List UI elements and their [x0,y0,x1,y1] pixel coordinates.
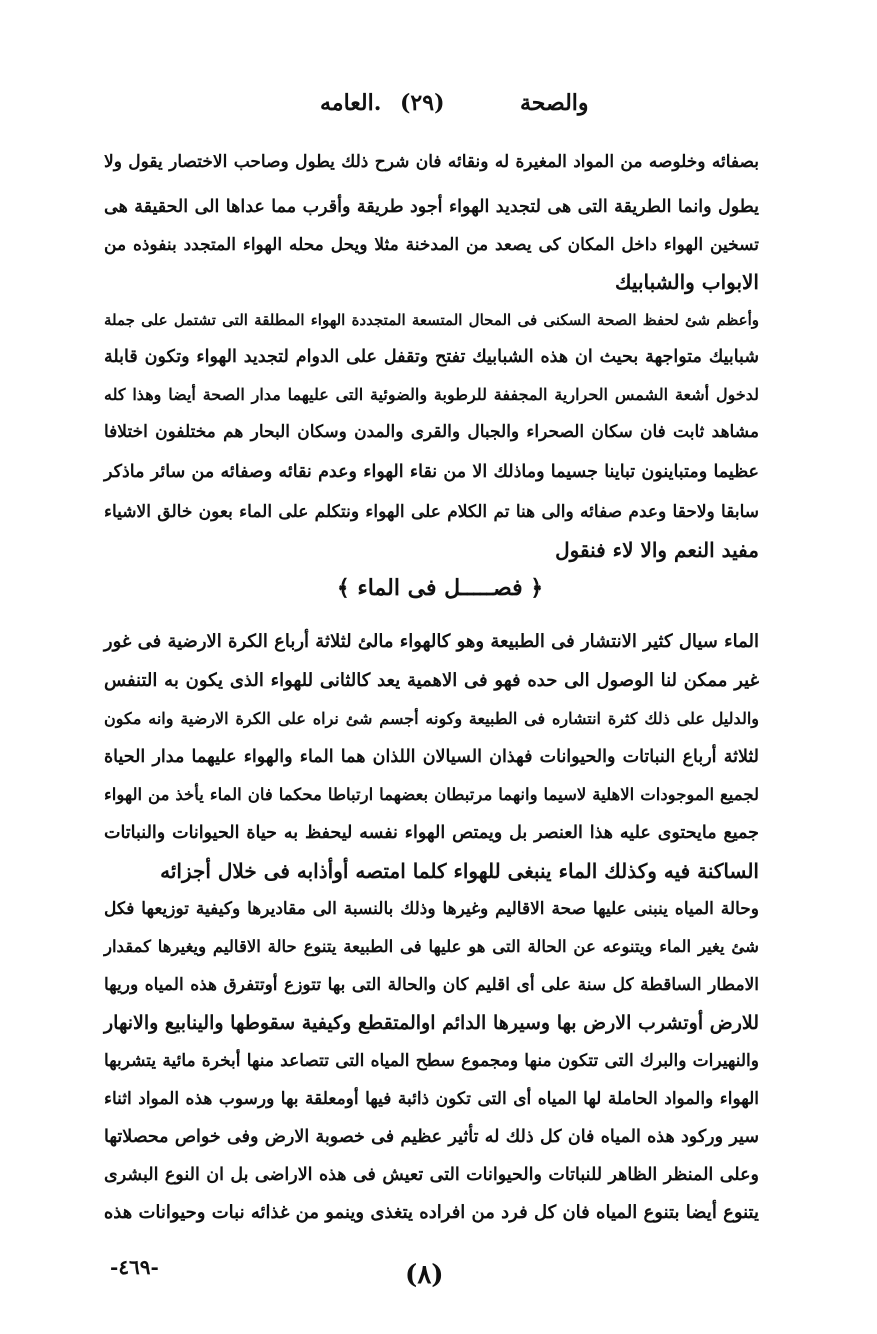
running-header [0,90,877,130]
text-line: وأعظم شئ لحفظ الصحة السكنى فى المحال المتسعة المتجددة الهواء المطلقة التى تشتمل على جملة [104,311,759,329]
text-line: سير وركود هذه المياه فان كل ذلك له تأثير عظيم فى خصوبة الارض وفى خواص محصلاتها [104,1127,759,1147]
text-line: غير ممكن لنا الوصول الى حده فهو فى الاهمية يعد كالثانى للهواء الذى يكون به التنفس [104,670,759,691]
text-line: الهواء والمواد الحاملة لها المياه أى التى تكون ذائبة فيها أومعلقة بها ورسوب هذه المواد اثناء [104,1089,759,1109]
header-title-left: والصحة [520,90,589,116]
text-line: سابقا ولاحقا وعدم صفائه والى هنا تم الكلام على الهواء ونتكلم على الماء بعون خالق الاشياء [104,502,759,522]
text-line: جميع مايحتوى عليه هذا العنصر بل ويمتص الهواء نفسه ليحفظ به حياة الحيوانات والنباتات [104,823,759,843]
text-line: شئ يغير الماء ويتنوعه عن الحالة التى هو عليها فى الطبيعة يتنوع حالة الاقاليم ويغيرها كمقدار [104,937,760,956]
text-line: يتنوع أيضا بتنوع المياه فان كل فرد من افراده يتغذى وينمو من غذائه نبات وحيوانات هذه [103,1202,759,1223]
text-line: الامطار الساقطة كل سنة على أى اقليم كان والحالة التى بها تتوزع أوتتفرق هذه المياه وريها [104,975,759,995]
text-line: مفيد النعم والا لاء فنقول [555,538,759,562]
text-line: عظيما ومتباينون تباينا جسيما وماذلك الا من نقاء الهواء وعدم نقائه وصفائه من سائر ماذكر [104,462,759,482]
text-line: الساكنة فيه وكذلك الماء ينبغى للهواء كلما امتصه أوأذابه فى خلال أجزائه [160,859,759,883]
footer-page-number: -٤٦٩- [110,1255,159,1279]
text-line: والدليل على ذلك كثرة انتشاره فى الطبيعة وكونه أجسم شئ نراه على الكرة الارضية وانه مكون [104,709,759,728]
text-line: والنهيرات والبرك التى تتكون منها ومجموع سطح المياه التى تتصاعد منها أبخرة مائية يتشربها [104,1051,759,1071]
text-line: وعلى المنظر الظاهر للنباتات والحيوانات التى تعيش فى هذه الاراضى بل ان النوع البشرى [104,1165,759,1185]
text-line: للارض أوتشرب الارض بها وسيرها الدائم اوالمتقطع وكيفية سقوطها والينابيع والانهار [104,1012,759,1034]
text-line: لثلاثة أرباع النباتات والحيوانات فهذان السيالان اللذان هما الماء والهواء عليهما مدار الحياة [104,747,759,767]
text-line: الماء سيال كثير الانتشار فى الطبيعة وهو كالهواء مالئ لثلاثة أرباع الكرة الارضية فى غور [103,631,759,652]
signature-mark: (٨) [405,1260,444,1290]
text-line: الابواب والشبابيك [615,270,759,294]
text-line: وحالة المياه ينبنى عليها صحة الاقاليم وغيرها وذلك بالنسبة الى مقاديرها وكيفية توزيعها فكل [104,899,759,919]
text-line: لجميع الموجودات الاهلية لاسيما وانهما مرتبطان بعضهما ارتباطا محكما فان الماء يأخذ من الهواء [104,785,759,804]
header-page-number: (٢٩) [400,90,445,116]
text-line: بصفائه وخلوصه من المواد المغيرة له ونقائه فان شرح ذلك يطول وصاحب الاختصار يقول ولا [104,152,759,172]
text-line: تسخين الهواء داخل المكان كى يصعد من المدخنة مثلا ويحل محله الهواء المتجدد بنفوذه من [104,235,759,255]
text-line: شبابيك متواجهة بحيث ان هذه الشبابيك تفتح وتقفل على الدوام لتجديد الهواء وتكون قابلة [104,347,759,367]
text-line: لدخول أشعة الشمس الحرارية المجففة للرطوبة والضوئية التى عليهما مدار الصحة أيضا وهذا كله [104,385,759,404]
header-title-right: .العامه [320,90,382,116]
section-heading: ﴿ فصـــــل فى الماء ﴾ [336,575,544,601]
text-line: يطول وانما الطريقة التى هى لتجديد الهواء أجود طريقة وأقرب مما عداها الى الحقيقة هى [104,197,759,217]
text-line: مشاهد ثابت فان سكان الصحراء والجبال والقرى والمدن وسكان البحار هم مختلفون اختلافا [104,422,759,442]
